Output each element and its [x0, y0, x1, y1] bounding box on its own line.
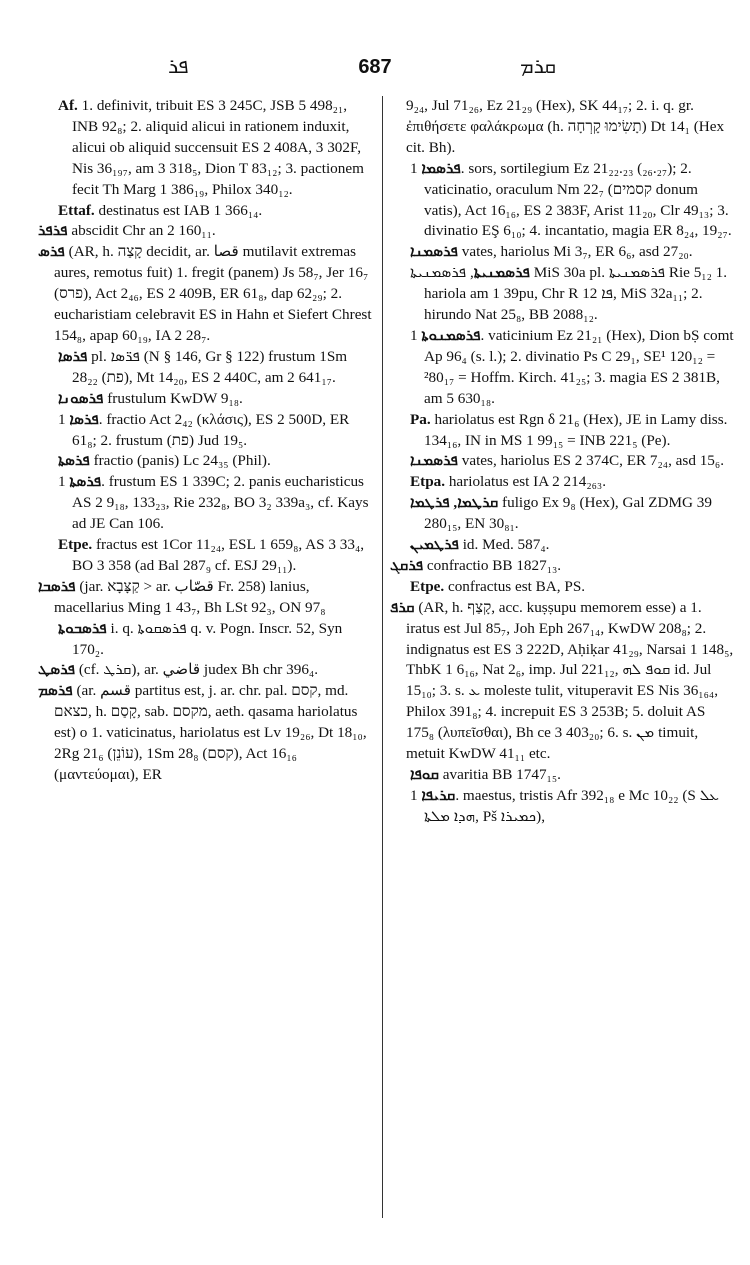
- entry-headword: ܦܪܣܬܐ: [58, 452, 90, 470]
- entry-text: destinatus est IAB 1 366₁₄.: [94, 201, 263, 219]
- entry-text: (cf. ܩܪܛ), ar. قاضي judex Bh chr 396₄.: [75, 661, 319, 679]
- entry-headword: ܦܪܣܡܢܐ: [410, 452, 458, 470]
- entry-text: i. q. ܦܪܣܩܘܬܐ q. v. Pogn. Inscr. 52, Syn 170₂.: [72, 619, 343, 658]
- entry-text: hariolatus est Rgn δ 21₆ (Hex), JE in Lamy diss. 134₁₆, IN in MS 1 99₁₅ = INB 221₅ (Pe).: [424, 410, 728, 449]
- dictionary-entry: [38, 389, 376, 410]
- entry-headword: Ettaf.: [58, 201, 95, 219]
- entry-headword: ܦܪܛܡܝܢ: [410, 536, 459, 554]
- entry-text: confractio BB 1827₁₃.: [423, 556, 562, 574]
- header-left-syriac: ܦܪ: [168, 54, 189, 78]
- entry-text: fractus est 1Cor 11₂₄, ESL 1 659₈, AS 3 33₄, BO 3 358 (ad Bal 287₉ cf. ESJ 29₁₁).: [72, 536, 365, 574]
- dictionary-entry: [38, 577, 376, 619]
- entry-headword: ܩܪܛܡܐ, ܦܪܛܡܐ: [410, 494, 499, 512]
- page-number: 687: [358, 56, 392, 78]
- dictionary-entry: [390, 598, 735, 765]
- entry-text: fuligo Ex 9₈ (Hex), Gal ZDMG 39 280₁₅, EN 30₈₁.: [424, 494, 712, 533]
- entry-text: 1. maestus, tristis Afr 392₁₈ e Mc 10₂₂ (S ܥܠ ܗܕܐ ܡܠܬܐ, Pš ܟܡܝܪܐ),: [410, 786, 720, 825]
- dictionary-entry: [390, 159, 735, 243]
- dictionary-entry: [38, 201, 376, 222]
- entry-headword: ܦܪܣܛ: [38, 661, 76, 679]
- dictionary-entry: [38, 619, 376, 661]
- entry-headword: ܦܪܣܒܘܬܐ: [58, 619, 107, 637]
- dictionary-entry: [38, 96, 376, 201]
- entry-text: (ar. قسم partitus est, j. ar. chr. pal. קסם, md. כצאם, h. קָסַם, sab. מקסם, aeth. qasama hariolatus est) o 1. vaticinatus, hariolatus est Lv 19₂₆, Dt 18₁₀, 2Rg 21₆ (עוֹנֵן), 1Sm 28₈ (קסם), Act 16₁₆ (μαντεύομαι), ER: [54, 682, 367, 783]
- entry-headword: ܦܪܣܘܢܐ: [58, 389, 104, 407]
- dictionary-entry: [38, 472, 376, 535]
- dictionary-entry: [38, 242, 376, 347]
- entry-text: (AR, h. קָצַף, acc. kuṣṣupu memorem esse) a 1. iratus est Jul 85₇, Joh Eph 267₁₄, KwDW 208₈; 2. indignatus est ES 3 222D, Aḥiḳar 41₂₉, Narsai 1 148₅, ThbK 1 6₁₆, Nat 2₆, imp. Jul 221₁₂, ܩܘܦ ܠܗ id. Jul 15₁₀; 3. s. ܥ moleste tulit, vituperavit ES Nis 36₁₆₄, Philox 391₈; 4. increpuit ES 3 253B; 5. doluit AS 175₈ (λυπεῖσθαι), Bh ce 3 403₂₀; 6. s. ܡܢ timuit, metuit KwDW 41₁₁ etc.: [406, 598, 734, 763]
- entry-headword: ܦܪܣܡܢܝܬܐ: [473, 264, 530, 282]
- entry-text: 1. frustum ES 1 339C; 2. panis eucharisticus AS 2 9₁₈, 133₂₃, Rie 232₈, BO 3₂ 339a₃, cf. Kays ad JE Can 106.: [58, 473, 369, 533]
- dictionary-entry: [390, 326, 735, 410]
- entry-headword: ܦܪܩܓ: [390, 556, 424, 574]
- entry-headword: Etpe.: [58, 536, 93, 554]
- dictionary-entry: [38, 451, 376, 472]
- entry-headword: ܦܪܣܡ: [38, 682, 73, 700]
- dictionary-entry: [390, 263, 735, 326]
- entry-headword: ܦܪܦܪ: [38, 222, 68, 240]
- entry-headword: Etpe.: [410, 577, 445, 595]
- dictionary-entry: [390, 451, 735, 472]
- entry-text: confractus est BA, PS.: [444, 577, 586, 595]
- column-divider: [382, 96, 383, 1218]
- entry-text: avaritia BB 1747₁₅.: [439, 766, 561, 783]
- entry-text: fractio (panis) Lc 24₃₅ (Phil).: [89, 452, 271, 470]
- entry-headword: Etpa.: [410, 473, 446, 491]
- entry-headword: Af.: [58, 97, 78, 114]
- entry-text: 1. vaticinium Ez 21₂₁ (Hex), Dion bṢ comt Ap 96₄ (s. l.); 2. divinatio Ps C 29₁, SE¹ 120₁₂ = ²80₁₇ = Hoffm. Kirch. 41₂₅; 3. magia ES 2 381B, am 5 630₁₈.: [410, 326, 734, 407]
- entry-headword: Pa.: [410, 410, 431, 428]
- header-right-syriac: ܩܪܡ: [520, 54, 556, 78]
- dictionary-entry: [390, 96, 735, 159]
- dictionary-entry: [390, 472, 735, 493]
- entry-headword: ܦܪܣܐ: [58, 347, 88, 365]
- dictionary-entry: [390, 786, 735, 828]
- entry-text: pl. ܦܪ̈ܣܐ (N § 146, Gr § 122) frustum 1Sm 28₂₂ (פת), Mt 14₂₀, ES 2 440C, am 2 641₁₇.: [72, 347, 348, 386]
- entry-text: (AR, h. קָצַה decidit, ar. قصا mutilavit extremas aures, remotus fuit) 1. fregit (panem) Js 58₇, Jer 16₇ (פרס), Act 2₄₆, ES 2 409B, ER 61₈, dap 62₂₉; 2. eucharistiam celebravit ES in Hahn et Siefert Chrest 154₈, apap 60₁₉, IA 2 28₇.: [54, 243, 372, 344]
- entry-text: vates, hariolus ES 2 374C, ER 7₂₄, asd 15₆.: [457, 452, 724, 470]
- entry-text: 1. sors, sortilegium Ez 21₂₂.₂₃ (₂₆.₂₇); 2. vaticinatio, oraculum Nm 22₇ (קסמים donum vatis), Act 16₁₆, ES 2 383F, Arist 11₂₀, Clr 49₁₃; 3. divinatio EŞ 6₁₀; 4. incantatio, magia ER 8₂₄, 19₂₇.: [410, 159, 732, 240]
- entry-text: vates, hariolus Mi 3₇, ER 6₆, asd 27₂₀.: [457, 243, 693, 261]
- dictionary-entry: [390, 535, 735, 556]
- dictionary-entry: [38, 535, 376, 577]
- entry-text: 9₂₄, Jul 71₂₆, Ez 21₂₉ (Hex), SK 44₁₇; 2. i. q. gr. ἐπιθήσετε φαλάκρωμα (h. תָשִׂימוּ קָרְחָה) Dt 14₁ (Hex cit. Bh).: [406, 97, 725, 156]
- entry-headword: ܦܪܣܐ: [69, 410, 99, 428]
- dictionary-entry: [390, 556, 735, 577]
- entry-text: 1. definivit, tribuit ES 3 245C, JSB 5 498₂₁, INB 92₈; 2. aliquid alicui in rationem induxit, alicui ob aliquid succensuit ES 2 408A, 3 302F, Nis 36₁₉₇, am 3 318₅, Dion T 83₁₂; 3. pactionem fecit Th Marg 1 386₁₉, Philox 340₁₂.: [72, 97, 364, 198]
- entry-text: 1. fractio Act 2₄₂ (κλάσις), ES 2 500D, ER 61₈; 2. frustum (פת) Jud 19₅.: [58, 410, 350, 449]
- dictionary-entry: [38, 347, 376, 389]
- entry-text: frustulum KwDW 9₁₈.: [103, 389, 243, 407]
- dictionary-entry: [38, 410, 376, 452]
- dictionary-entry: [390, 765, 735, 786]
- page-header: [0, 52, 750, 86]
- entry-headword: ܩܪܝܦܐ: [421, 786, 456, 804]
- entry-headword: ܦܪܣܬܐ: [69, 473, 102, 491]
- entry-text: (jar. קַצָּבָא > ar. قصّاب Fr. 258) lanius, macellarius Ming 1 43₇, Bh LSt 92₃, ON 97₈: [54, 577, 326, 616]
- entry-text: id. Med. 587₄.: [458, 536, 550, 554]
- left-column: [38, 96, 376, 786]
- dictionary-entry: [390, 410, 735, 452]
- entry-headword: ܦܪܣܒܐ: [38, 577, 76, 595]
- entry-headword: ܦܪܣܡܢܐ: [410, 243, 458, 261]
- entry-headword: ܦܪܣܡܢܘܬܐ: [421, 326, 481, 344]
- entry-headword: ܦܪܣܡܐ: [421, 159, 461, 177]
- entry-text: abscidit Chr an 2 160₁₁.: [67, 222, 216, 240]
- dictionary-entry: [38, 221, 376, 242]
- dictionary-entry: [38, 681, 376, 786]
- entry-headword: ܦܪܣ: [38, 243, 65, 261]
- entry-headword: ܩܪܦ: [390, 598, 415, 616]
- right-column: [390, 96, 735, 828]
- entry-text: , ܦܪܣܡܢܝܬܐ MiS 30a pl. ܦܪܣܡܢܝܬܐ Rie 5₁₂ 1. hariola am 1 39pu, Chr R ܦܐ 12, MiS 32a₁₁; 2. hirundo Nat 25₈, BB 2088₁₂.: [410, 264, 728, 324]
- dictionary-entry: [390, 242, 735, 263]
- dictionary-entry: [390, 577, 735, 598]
- dictionary-entry: [390, 493, 735, 535]
- entry-headword: ܩܘܦܐ: [410, 766, 439, 783]
- entry-text: hariolatus est IA 2 214₂₆₃.: [445, 473, 607, 491]
- dictionary-entry: [38, 660, 376, 681]
